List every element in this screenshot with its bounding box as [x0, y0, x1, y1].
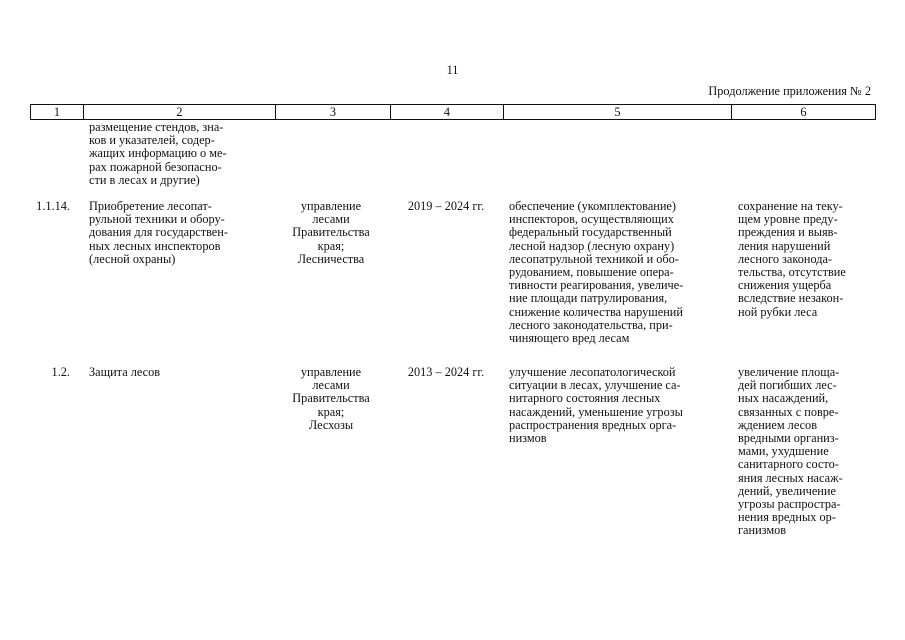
header-col-3: 3: [329, 105, 337, 119]
measure-name: Приобретение лесопат- рульной техники и обору- дования для государствен- ных лесных инспекторов (лесной охраны): [89, 199, 228, 266]
table-header-row: [30, 104, 876, 120]
executor: управление лесами Правительства края; Лесхозы: [292, 365, 370, 432]
measure-number: 1.2.: [51, 365, 70, 379]
expected-result: обеспечение (укомплектование) инспекторов, осуществляющих федеральный государственный лесной надзор (лесную охрану) лесопатрульной техникой и обо- рудованием, повышение опера- тивности реагирования, увеличе- ние площади патрулирования, снижение количества нарушений лесного законодательства, при- чиняющего вред лесам: [509, 199, 684, 346]
header-col-4: 4: [443, 105, 451, 119]
expected-result: улучшение лесопатологической ситуации в лесах, улучшение са- нитарного состояния лесных насаждений, уменьшение угрозы распространения вредных орга- низмов: [509, 365, 683, 446]
measure-name: размещение стендов, зна- ков и указателей, содер- жащих информацию о ме- рах пожарной безопасно- сти в лесах и другие): [89, 120, 227, 187]
continuation-caption: Продолжение приложения № 2: [708, 84, 871, 98]
period: 2013 – 2024 гг.: [407, 365, 485, 379]
header-col-1: 1: [53, 105, 61, 119]
executor: управление лесами Правительства края; Лесничества: [292, 199, 370, 266]
measure-number: 1.1.14.: [36, 199, 70, 213]
page-number: 11: [446, 63, 459, 77]
header-col-6: 6: [800, 105, 807, 119]
period: 2019 – 2024 гг.: [407, 199, 485, 213]
header-col-2: 2: [176, 105, 183, 119]
non-implementation-effect: сохранение на теку- щем уровне преду- преждения и выяв- ления нарушений лесного законода- тельства, отсутствие снижения ущерба вследствие незакон- ной рубки леса: [738, 199, 846, 319]
non-implementation-effect: увеличение площа- дей погибших лес- ных насаждений, связанных с повре- ждением лесов вредными организ- мами, ухудшение санитарного состо- яния лесных насаж- дений, увеличение угрозы распростра- нения вредных ор- ганизмов: [738, 365, 843, 538]
measure-name: Защита лесов: [89, 365, 161, 379]
header-col-5: 5: [614, 105, 621, 119]
